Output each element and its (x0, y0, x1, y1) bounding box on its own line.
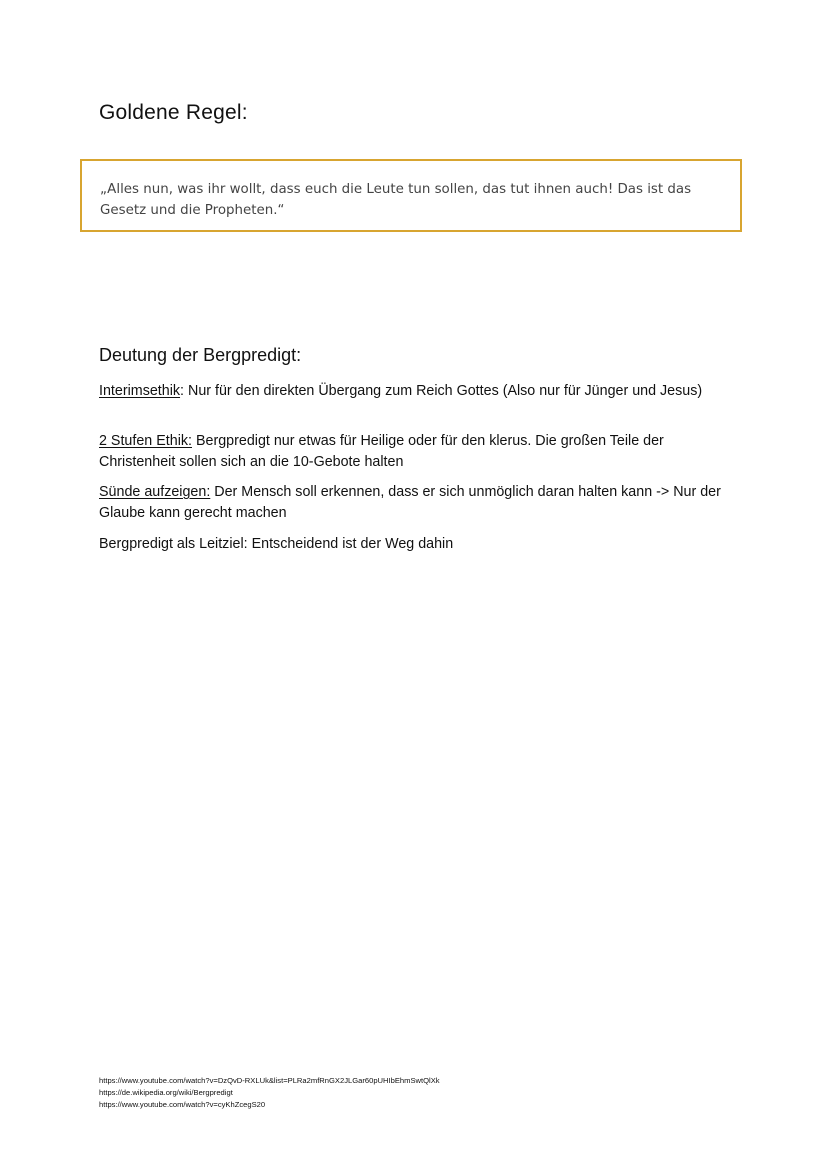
page-title: Goldene Regel: (99, 101, 248, 124)
quote-text: „Alles nun, was ihr wollt, dass euch die Leute tun sollen, das tut ihnen auch! Das ist das Gesetz und die Propheten.“ (100, 182, 692, 218)
interpretation-2-stufen-ethik (99, 431, 729, 472)
source-link-wikipedia[interactable]: https://de.wikipedia.org/wiki/Bergpredigt (99, 1088, 233, 1097)
source-link-youtube-2[interactable]: https://www.youtube.com/watch?v=cyKhZcegS20 (99, 1100, 266, 1109)
source-list (99, 1075, 699, 1111)
term-interimsethik: Interimsethik (99, 383, 181, 399)
term-suende-aufzeigen: Sünde aufzeigen: (99, 484, 211, 500)
quote-box (80, 159, 742, 232)
section-title: Deutung der Bergpredigt: (99, 345, 302, 365)
term-2-stufen-ethik: 2 Stufen Ethik: (99, 433, 192, 449)
interpretation-text: Bergpredigt nur etwas für Heilige oder für den klerus. Die großen Teile der Christenheit sollen sich an die 10-Gebote halten (99, 433, 664, 470)
interpretation-leitziel: Bergpredigt als Leitziel: Entscheidend ist der Weg dahin (99, 536, 454, 552)
interpretation-suende-aufzeigen (99, 482, 729, 523)
interpretation-interimsethik (99, 381, 729, 402)
interpretation-text: Nur für den direkten Übergang zum Reich Gottes (Also nur für Jünger und Jesus) (184, 383, 703, 399)
interpretation-text: Der Mensch soll erkennen, dass er sich unmöglich daran halten kann -> Nur der Glaube kann gerecht machen (99, 484, 721, 521)
term-separator: : (180, 383, 185, 399)
source-link-youtube-1[interactable]: https://www.youtube.com/watch?v=DzQvD-RXLUk&list=PLRa2mfRnGX2JLGar60pUHIbEhmSwtQlXk (99, 1076, 440, 1085)
